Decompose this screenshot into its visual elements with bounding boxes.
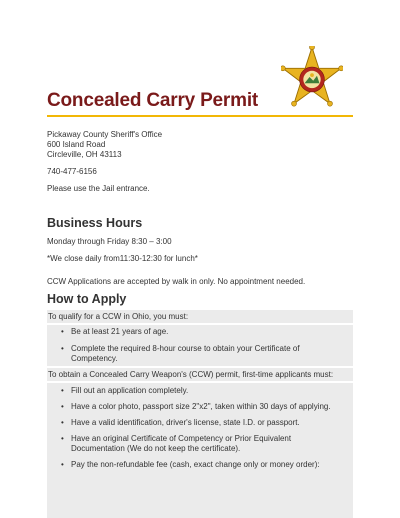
office-name: Pickaway County Sheriff's Office xyxy=(47,130,163,139)
sheriff-star-badge-icon xyxy=(281,46,343,108)
hours-schedule: Monday through Friday 8:30 – 3:00 xyxy=(47,237,172,246)
city-address: Circleville, OH 43113 xyxy=(47,150,122,159)
title-underline xyxy=(47,115,353,117)
steps-intro: To obtain a Concealed Carry Weapon's (CCW) permit, first-time applicants must: xyxy=(48,370,334,379)
divider xyxy=(47,323,353,325)
qualify-intro: To qualify for a CCW in Ohio, you must: xyxy=(48,312,189,321)
divider xyxy=(47,381,353,383)
street-address: 600 Island Road xyxy=(47,140,106,149)
business-hours-heading: Business Hours xyxy=(47,216,143,230)
page-title: Concealed Carry Permit xyxy=(47,90,259,111)
entrance-note: Please use the Jail entrance. xyxy=(47,184,150,193)
walkin-note: CCW Applications are accepted by walk in only. No appointment needed. xyxy=(47,277,306,286)
apply-section-background xyxy=(47,310,353,518)
lunch-note: *We close daily from11:30-12:30 for lunch* xyxy=(47,254,198,263)
how-to-apply-heading: How to Apply xyxy=(47,292,127,306)
phone-number: 740-477-6156 xyxy=(47,167,97,176)
page: Concealed Carry Permit Pickaway County Sheriff's Office 600 Island Road Circleville, OH 43113 740-477-6156 Please use the Jail entrance. Business Hours Monday through Friday 8:30 – 3:00 *We close daily from11:30-12:30 for lunch* CCW Applications are accepted by walk in only. No appointment needed. How to Apply To qualify for a CCW in Ohio, you must: • Be at least 21 years of age. • Complete the required 8-hour course to obtain your Certificate of Competency. To obtain a Concealed Carry Weapon's (CCW) permit, first-time applicants must: • Fill out an application completely. • Have a color photo, passport size 2"x2", taken within 30 days of applying. • Have a valid identification, driver's license, state I.D. or passport. • Have an original Certificate of Competency or Prior Equivalent Documentation (We do not keep the certificate). • Pay the non-refundable fee (cash, exact change only or money order): xyxy=(0,0,400,518)
